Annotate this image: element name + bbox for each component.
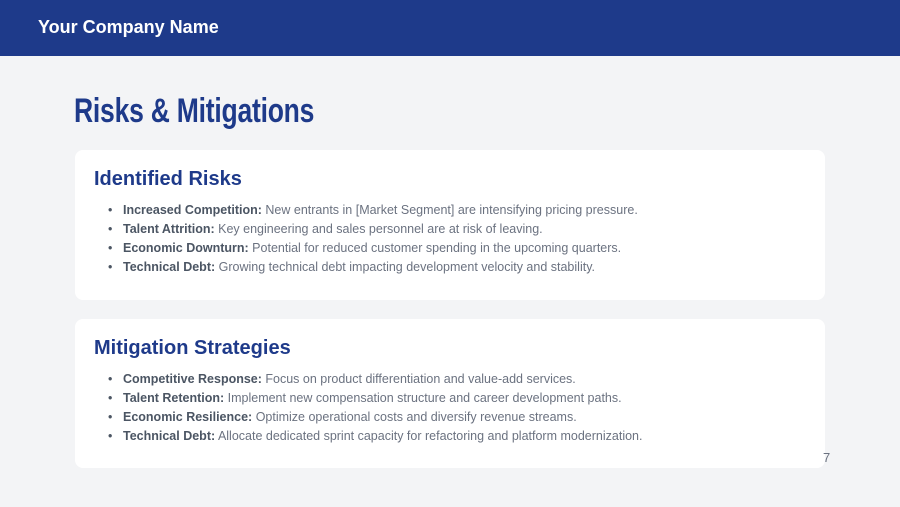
list-item bbox=[108, 389, 806, 408]
mitigation-strategies-card bbox=[75, 319, 825, 468]
list-item bbox=[108, 408, 806, 427]
header-bar bbox=[0, 0, 900, 56]
identified-risks-card bbox=[75, 150, 825, 300]
list-item bbox=[108, 258, 806, 277]
item-label: Technical Debt: bbox=[123, 260, 216, 274]
item-label: Technical Debt: bbox=[123, 429, 216, 443]
item-label: Increased Competition: bbox=[123, 203, 262, 217]
card-heading: Mitigation Strategies bbox=[94, 337, 291, 359]
item-label: Competitive Response: bbox=[123, 372, 262, 386]
card-heading: Identified Risks bbox=[94, 168, 242, 190]
list-item bbox=[108, 239, 806, 258]
item-label: Economic Resilience: bbox=[123, 410, 253, 424]
list-item bbox=[108, 201, 806, 220]
company-name: Your Company Name bbox=[38, 17, 219, 37]
item-text: Focus on product differentiation and value-add services. bbox=[261, 372, 576, 386]
list-item bbox=[108, 370, 806, 389]
item-text: Growing technical debt impacting development velocity and stability. bbox=[215, 260, 595, 274]
slide-title: Risks & Mitigations bbox=[74, 92, 315, 130]
item-label: Economic Downturn: bbox=[123, 241, 249, 255]
list-item bbox=[108, 220, 806, 239]
item-text: Implement new compensation structure and career development paths. bbox=[224, 391, 622, 405]
page-number: 7 bbox=[823, 450, 831, 465]
item-label: Talent Attrition: bbox=[123, 222, 215, 236]
item-text: Potential for reduced customer spending in the upcoming quarters. bbox=[248, 241, 622, 255]
item-text: Optimize operational costs and diversify revenue streams. bbox=[252, 410, 577, 424]
item-text: New entrants in [Market Segment] are intensifying pricing pressure. bbox=[261, 203, 638, 217]
item-text: Key engineering and sales personnel are at risk of leaving. bbox=[214, 222, 543, 236]
mitigation-list bbox=[94, 370, 806, 446]
list-item bbox=[108, 427, 806, 446]
item-label: Talent Retention: bbox=[123, 391, 225, 405]
item-text: Allocate dedicated sprint capacity for refactoring and platform modernization. bbox=[215, 429, 643, 443]
risk-list bbox=[94, 201, 806, 277]
